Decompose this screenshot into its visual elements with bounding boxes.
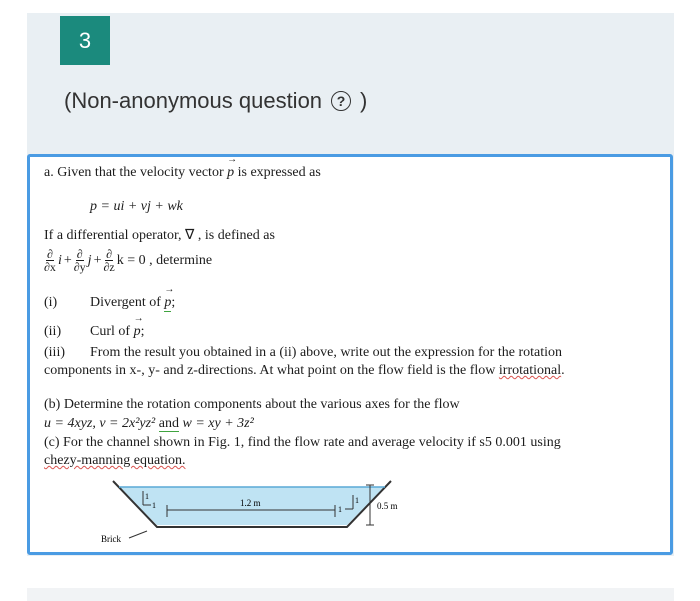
width-label: 1.2 m (240, 498, 261, 508)
vector-equation: p = ui + vj + wk (90, 199, 183, 214)
line-a-suffix: is expressed as (237, 165, 321, 180)
operator-line: If a differential operator, ∇ , is defined as (44, 228, 275, 243)
partial-z: $\frac{\partial}{\partial z}$ (103, 247, 115, 274)
brick-leader (129, 531, 147, 538)
item-i-end: ; (171, 295, 176, 310)
item-iii-num: (iii) (44, 345, 65, 360)
item-i-text: Divergent of (90, 295, 161, 310)
line-a-prefix: a. Given that the velocity vector (44, 165, 224, 180)
item-ii-text: Curl of (90, 324, 131, 339)
item-iii-text: From the result you obtained in a (ii) above, write out the expression for the rotation (90, 345, 562, 360)
item-i-var: → p (164, 295, 171, 312)
irrotational-word: irrotational (498, 363, 562, 378)
help-icon[interactable]: ? (331, 91, 351, 111)
item-ii-end: ; (140, 324, 145, 339)
item-ii-var: → p (134, 324, 141, 340)
channel-figure (95, 475, 425, 545)
next-question-card (27, 588, 674, 601)
question-title-text: (Non-anonymous question (64, 88, 323, 113)
part-c-line2-text: chezy-manning equation. (44, 453, 186, 468)
line-a (44, 165, 321, 181)
brick-label: Brick (101, 534, 121, 544)
item-iii-line2-prefix: components in x-, y- and z-directions. At what point on the flow field is the flow (44, 363, 496, 378)
item-ii (90, 324, 144, 340)
item-i (90, 295, 175, 312)
part-c: (c) For the channel shown in Fig. 1, find the flow rate and average velocity if s5 0.001 using (44, 435, 561, 450)
question-title-close: ) (360, 88, 368, 113)
item-ii-num: (ii) (44, 324, 62, 339)
item-i-num: (i) (44, 295, 58, 310)
question-number: 3 (60, 16, 110, 65)
flow-eq-u: u = 4xyz, v = 2x²yz² (44, 416, 156, 431)
part-c-line2 (44, 453, 186, 469)
flow-equations (44, 416, 254, 432)
vector-p: → p (227, 165, 234, 181)
flow-eq-and: and (158, 416, 179, 431)
item-iii-line2 (44, 363, 565, 379)
slope-left-h: 1 (152, 501, 156, 510)
operator-tail: k = 0 , determine (116, 252, 213, 268)
flow-eq-w: w = xy + 3z² (182, 416, 254, 431)
partial-x: $\frac{\partial}{\partial x}$ (44, 247, 56, 274)
part-b: (b) Determine the rotation components about the various axes for the flow (44, 397, 460, 412)
slope-right-h: 1 (338, 505, 342, 514)
slope-left-v: 1 (145, 492, 149, 501)
question-image (27, 154, 673, 555)
question-title (64, 88, 367, 114)
slope-right-v: 1 (355, 496, 359, 505)
item-iii-line2-end: . (561, 363, 565, 378)
depth-label: 0.5 m (377, 501, 398, 511)
partial-y: $\frac{\partial}{\partial y}$ (73, 247, 86, 274)
operator-definition: $\frac{\partial}{\partial x}$ i + $\frac{\partial}{\partial y}$ j + $\frac{\partial}{\partial z}$ k = 0 , determine (44, 247, 213, 274)
